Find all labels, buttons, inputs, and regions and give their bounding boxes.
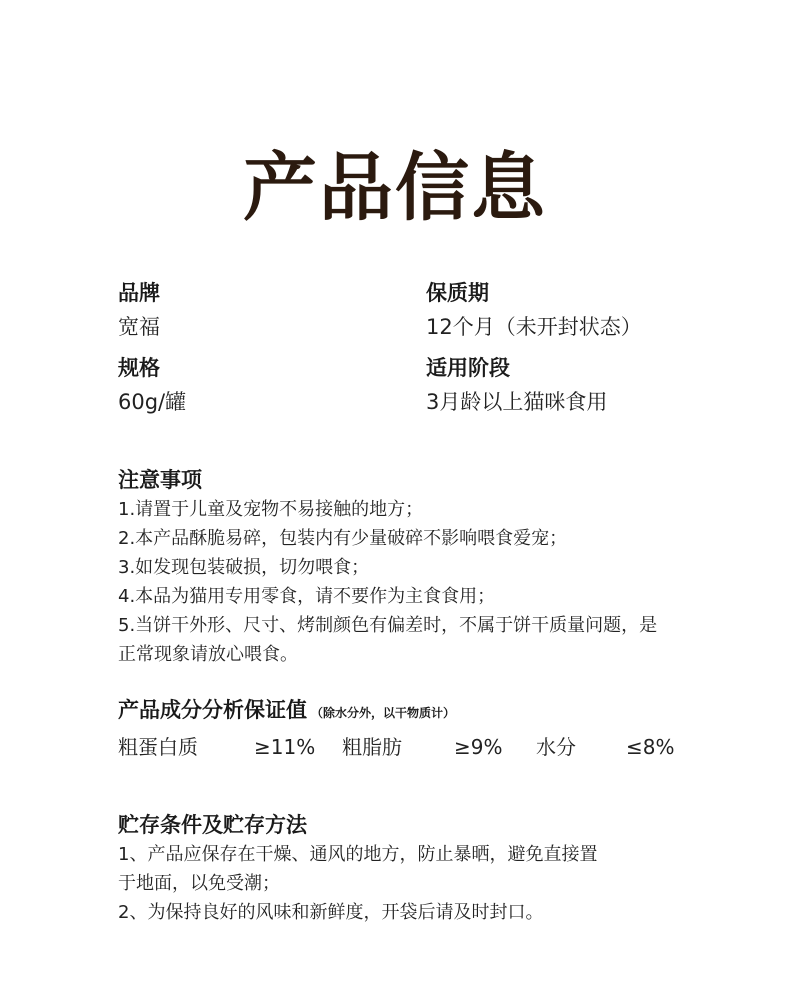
notes-list [118,495,718,669]
shelf-life-label: 保质期 [426,281,489,305]
info-stage [426,354,607,416]
storage-line: 2、为保持良好的风味和新鲜度，开袋后请及时封口。 [118,902,544,923]
storage-list [118,840,718,927]
notes-line: 4.本品为猫用专用零食，请不要作为主食食用； [118,586,496,607]
info-shelf-life [426,279,642,341]
shelf-life-value: 12个月（未开封状态） [426,315,642,339]
stage-label: 适用阶段 [426,356,510,380]
notes-line: 1.请置于儿童及宠物不易接触的地方； [118,499,424,520]
info-spec [118,354,186,416]
notes-line: 2.本产品酥脆易碎，包装内有少量破碎不影响喂食爱宠； [118,528,568,549]
moisture-label: 水分 [536,735,576,759]
page-title: 产品信息 [243,145,547,231]
brand-label: 品牌 [118,281,160,305]
spec-label: 规格 [118,356,160,380]
stage-value: 3月龄以上猫咪食用 [426,390,608,414]
notes-line: 5.当饼干外形、尺寸、烤制颜色有偏差时，不属于饼干质量问题，是 [118,615,658,636]
analysis-note: （除水分外，以干物质计） [311,706,456,720]
moisture-value: ≤8% [626,735,675,759]
notes-line: 正常现象请放心喂食。 [118,644,298,665]
notes-heading: 注意事项 [118,468,202,492]
spec-value: 60g/罐 [118,390,187,414]
analysis-row [118,732,738,762]
info-brand [118,279,160,341]
storage-line: 1、产品应保存在干燥、通风的地方，防止暴晒，避免直接置 [118,844,598,865]
storage-heading: 贮存条件及贮存方法 [118,813,307,837]
brand-value: 宽福 [118,315,160,339]
protein-value: ≥11% [254,735,316,759]
fat-label: 粗脂肪 [342,735,402,759]
fat-value: ≥9% [454,735,503,759]
analysis-heading-text: 产品成分分析保证值 [118,698,307,722]
protein-label: 粗蛋白质 [118,735,198,759]
storage-line: 于地面，以免受潮； [118,873,280,894]
analysis-heading [118,696,455,727]
notes-line: 3.如发现包装破损，切勿喂食； [118,557,370,578]
